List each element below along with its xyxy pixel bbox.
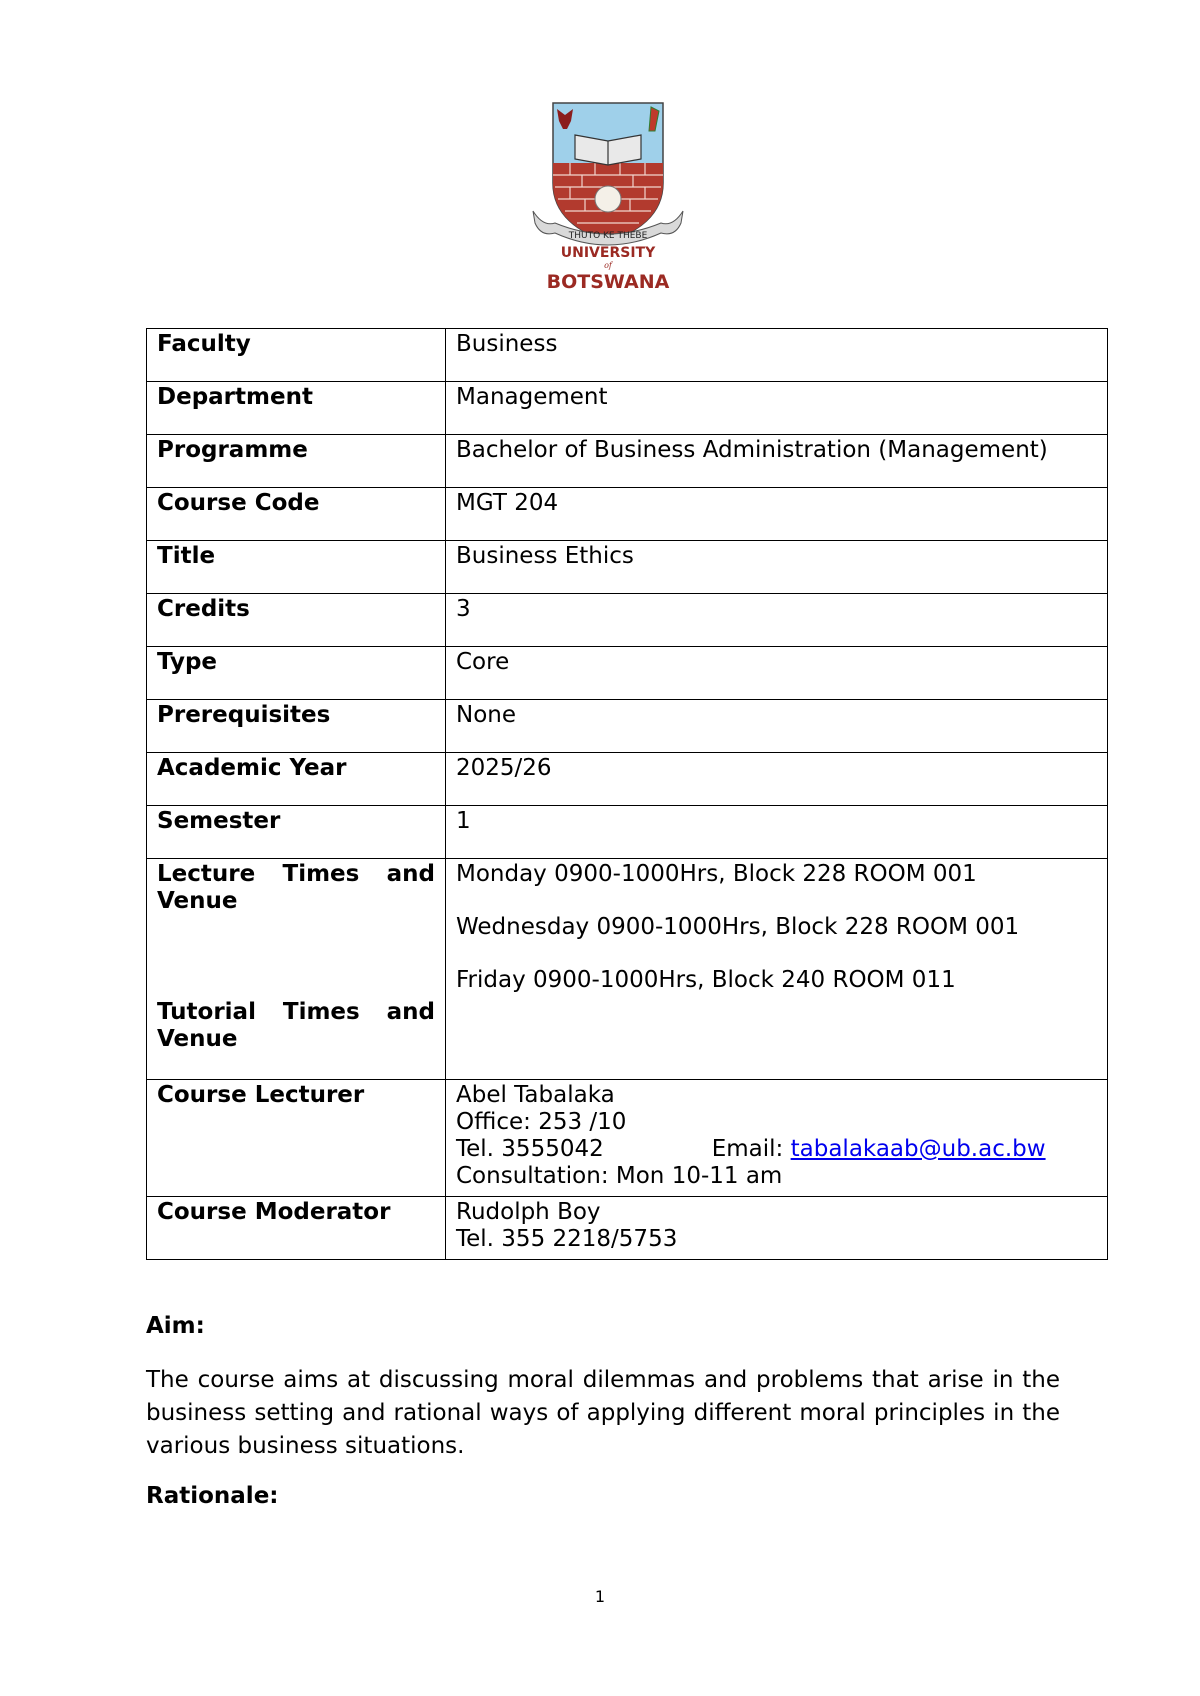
- table-row: [147, 594, 1108, 647]
- lecture-time-monday: Monday 0900-1000Hrs, Block 228 ROOM 001: [456, 861, 977, 887]
- lecture-times-values: [446, 859, 1108, 1080]
- type-label: Type: [147, 647, 446, 700]
- lecturer-details: [446, 1080, 1108, 1197]
- lecture-time-friday: Friday 0900-1000Hrs, Block 240 ROOM 011: [456, 967, 956, 993]
- university-logo: [525, 95, 690, 295]
- department-value: Management: [446, 382, 1108, 435]
- title-label: Title: [147, 541, 446, 594]
- programme-label: Programme: [147, 435, 446, 488]
- university-crest-icon: [525, 95, 690, 295]
- lecture-times-label: Lecture Times and Venue: [157, 861, 435, 914]
- faculty-value: Business: [446, 329, 1108, 382]
- lecturer-label: Course Lecturer: [147, 1080, 446, 1197]
- table-row: [147, 647, 1108, 700]
- prerequisites-value: None: [446, 700, 1108, 753]
- programme-value: Bachelor of Business Administration (Management): [446, 435, 1108, 488]
- lecture-times-cell: [147, 859, 446, 1080]
- table-row: [147, 806, 1108, 859]
- department-label: Department: [147, 382, 446, 435]
- logo-motto: THUTO KE THEBE: [568, 231, 648, 241]
- aim-heading: Aim:: [146, 1313, 205, 1339]
- credits-value: 3: [446, 594, 1108, 647]
- course-info-table: [146, 328, 1108, 1260]
- moderator-label: Course Moderator: [147, 1197, 446, 1260]
- table-row: [147, 382, 1108, 435]
- credits-label: Credits: [147, 594, 446, 647]
- lecturer-tel: Tel. 3555042: [456, 1136, 604, 1162]
- table-row: [147, 859, 1108, 1080]
- table-row: [147, 1080, 1108, 1197]
- table-row: [147, 700, 1108, 753]
- table-row: [147, 1197, 1108, 1260]
- rationale-heading: Rationale:: [146, 1483, 279, 1509]
- academic-year-label: Academic Year: [147, 753, 446, 806]
- tutorial-times-label: Tutorial Times and Venue: [157, 999, 435, 1052]
- type-value: Core: [446, 647, 1108, 700]
- moderator-tel: Tel. 355 2218/5753: [456, 1226, 678, 1252]
- logo-university-text: UNIVERSITY: [560, 245, 656, 261]
- table-row: [147, 753, 1108, 806]
- table-row: [147, 435, 1108, 488]
- lecturer-name: Abel Tabalaka: [456, 1082, 615, 1108]
- moderator-details: [446, 1197, 1108, 1260]
- email-label: Email:: [711, 1136, 784, 1162]
- title-value: Business Ethics: [446, 541, 1108, 594]
- lecturer-email-link[interactable]: tabalakaab@ub.ac.bw: [790, 1136, 1046, 1162]
- table-row: [147, 329, 1108, 382]
- table-row: [147, 541, 1108, 594]
- semester-label: Semester: [147, 806, 446, 859]
- prerequisites-label: Prerequisites: [147, 700, 446, 753]
- course-code-label: Course Code: [147, 488, 446, 541]
- semester-value: 1: [446, 806, 1108, 859]
- lecturer-office: Office: 253 /10: [456, 1109, 627, 1135]
- moderator-name: Rudolph Boy: [456, 1199, 601, 1225]
- table-row: [147, 488, 1108, 541]
- lecturer-consultation: Consultation: Mon 10-11 am: [456, 1163, 783, 1189]
- faculty-label: Faculty: [147, 329, 446, 382]
- logo-botswana-text: BOTSWANA: [546, 271, 670, 293]
- course-code-value: MGT 204: [446, 488, 1108, 541]
- logo-of-text: of: [604, 261, 612, 270]
- aim-text: The course aims at discussing moral dilemmas and problems that arise in the business setting and rational ways of applying different moral principles in the various business situations.: [146, 1367, 1060, 1459]
- page-number: 1: [594, 1587, 606, 1606]
- lecture-time-wednesday: Wednesday 0900-1000Hrs, Block 228 ROOM 001: [456, 914, 1020, 940]
- lecturer-contact: [456, 1136, 1097, 1163]
- academic-year-value: 2025/26: [446, 753, 1108, 806]
